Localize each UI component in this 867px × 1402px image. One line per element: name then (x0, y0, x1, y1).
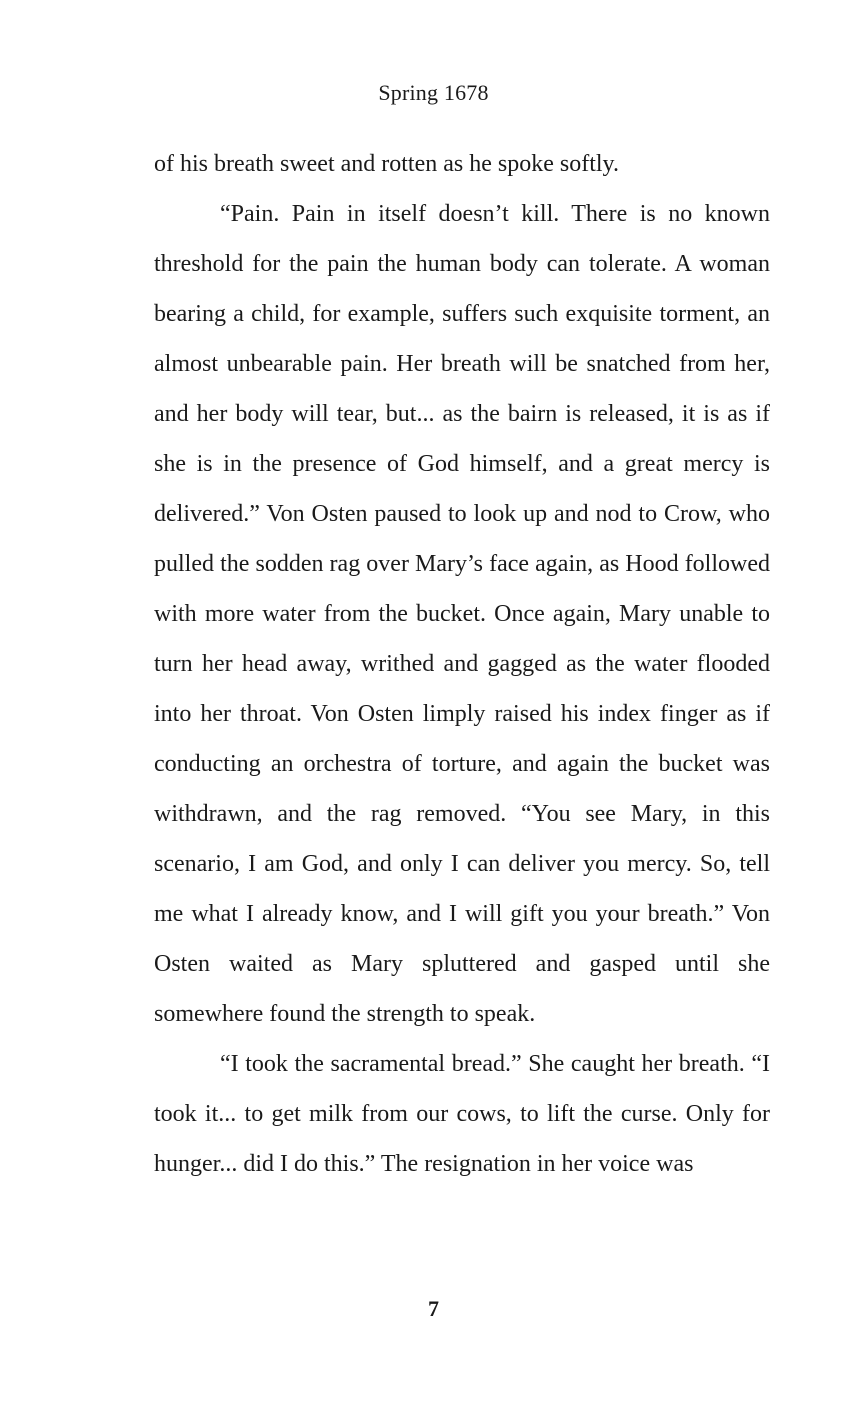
paragraph-continuation: of his breath sweet and rotten as he spoke softly. (154, 151, 619, 177)
running-header: Spring 1678 (378, 80, 489, 105)
page-number: 7 (428, 1296, 439, 1321)
body-text (154, 139, 770, 1189)
paragraph: “Pain. Pain in itself doesn’t kill. There is no known threshold for the pain the human body can tolerate. A woman bearing a child, for example, suffers such exquisite torment, an almost unbearable pain. Her breath will be snatched from her, and her body will tear, but... as the bairn is released, it is as if she is in the presence of God himself, and a great mercy is delivered.” Von Osten paused to look up and nod to Crow, who pulled the sodden rag over Mary’s face again, as Hood followed with more water from the bucket. Once again, Mary unable to turn her head away, writhed and gagged as the water flooded into her throat. Von Osten limply raised his index finger as if conducting an orchestra of torture, and again the bucket was withdrawn, and the rag removed. “You see Mary, in this scenario, I am God, and only I can deliver you mercy. So, tell me what I already know, and I will gift you your breath.” Von Osten waited as Mary spluttered and gasped until she somewhere found the strength to speak. (154, 201, 770, 1027)
paragraph: “I took the sacramental bread.” She caught her breath. “I took it... to get milk from our cows, to lift the curse. Only for hunger... did I do this.” The resignation in her voice was (154, 1051, 770, 1177)
